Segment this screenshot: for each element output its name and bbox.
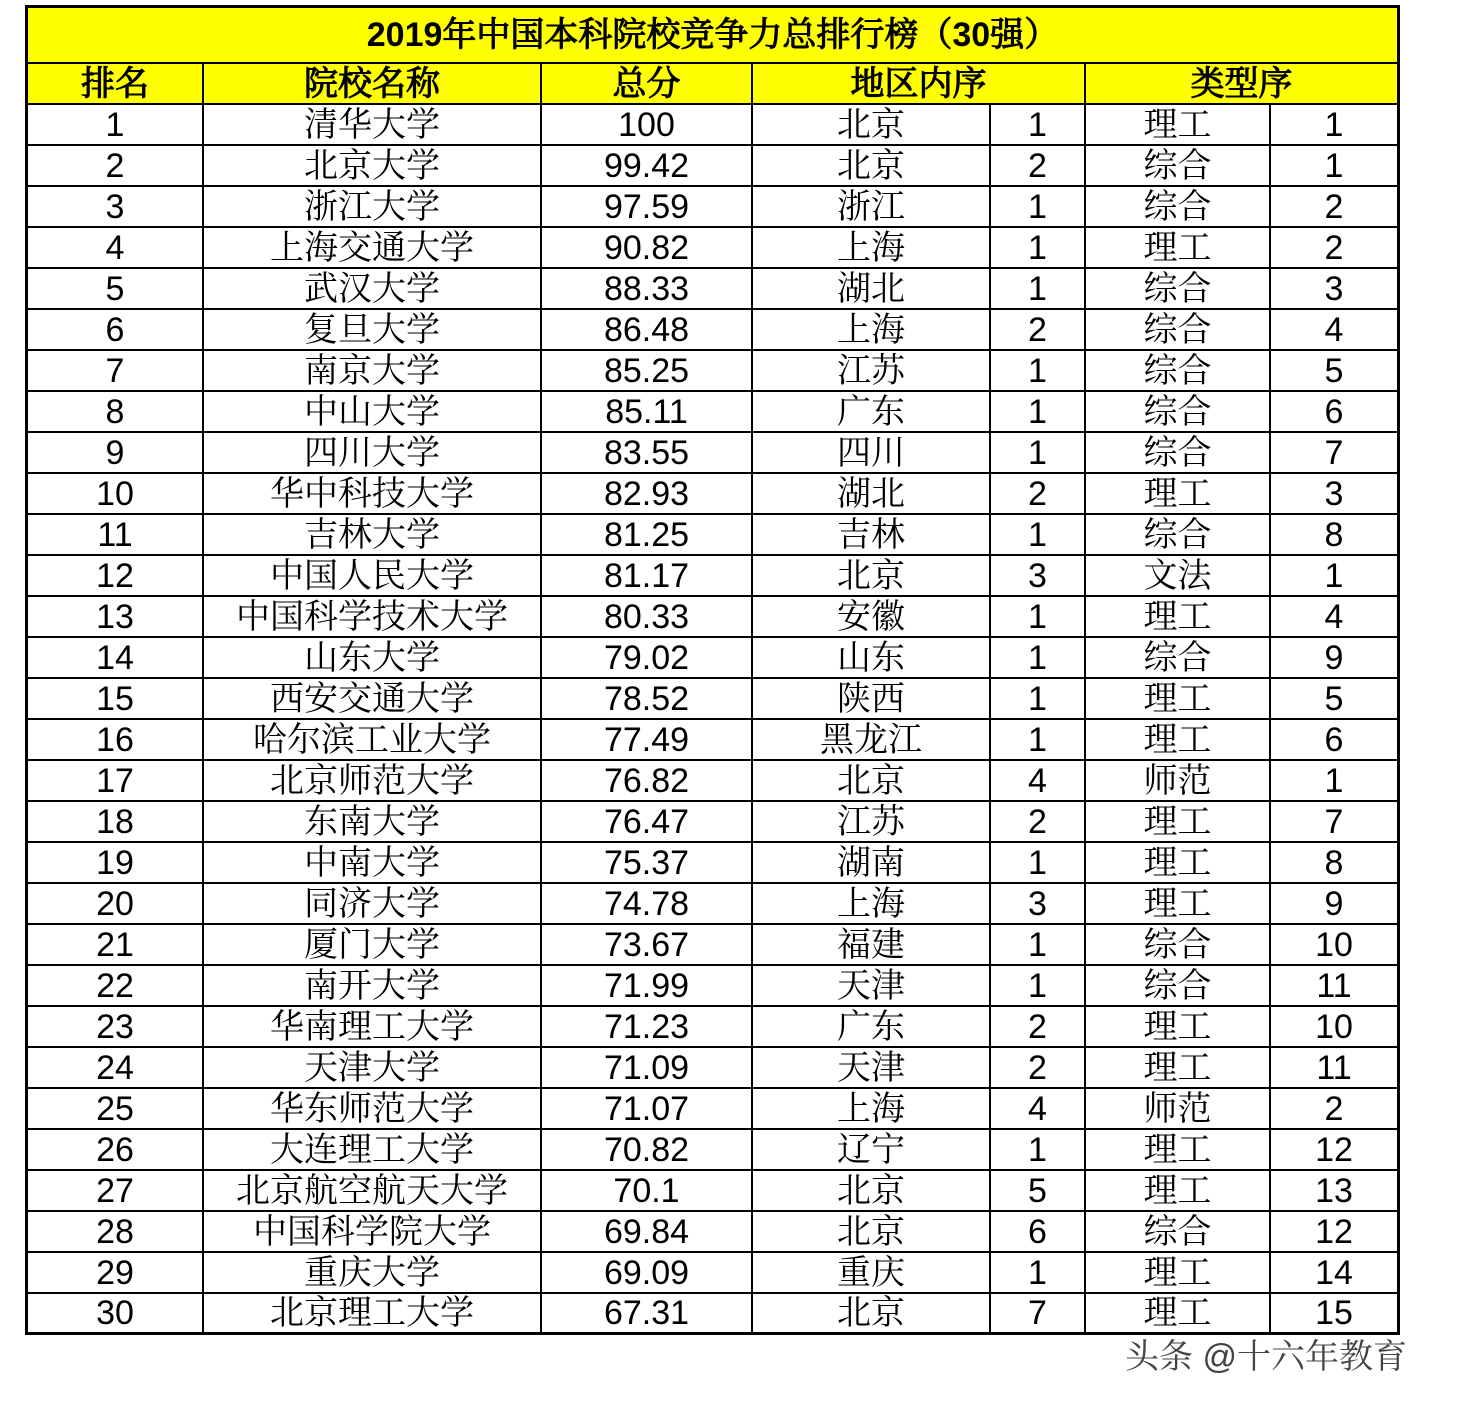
score-cell: 70.82 — [542, 1130, 753, 1171]
type-cell: 综合 — [1086, 1212, 1271, 1253]
school-name-cell: 中国人民大学 — [204, 556, 542, 597]
score-cell: 90.82 — [542, 228, 753, 269]
type-cell: 综合 — [1086, 187, 1271, 228]
region-cell: 陕西 — [753, 679, 991, 720]
type-cell: 综合 — [1086, 351, 1271, 392]
score-cell: 99.42 — [542, 146, 753, 187]
rank-cell: 11 — [28, 515, 204, 556]
rank-cell: 30 — [28, 1294, 204, 1335]
school-name-cell: 北京理工大学 — [204, 1294, 542, 1335]
type-cell: 理工 — [1086, 802, 1271, 843]
region-cell: 北京 — [753, 556, 991, 597]
score-cell: 71.99 — [542, 966, 753, 1007]
rank-cell: 10 — [28, 474, 204, 515]
type-cell: 综合 — [1086, 146, 1271, 187]
score-cell: 71.09 — [542, 1048, 753, 1089]
region-cell: 福建 — [753, 925, 991, 966]
region-rank-cell: 1 — [991, 1130, 1086, 1171]
type-rank-cell: 11 — [1271, 966, 1400, 1007]
school-name-cell: 东南大学 — [204, 802, 542, 843]
type-rank-cell: 8 — [1271, 515, 1400, 556]
rank-cell: 22 — [28, 966, 204, 1007]
region-cell: 北京 — [753, 1171, 991, 1212]
type-cell: 理工 — [1086, 1130, 1271, 1171]
type-cell: 综合 — [1086, 966, 1271, 1007]
region-rank-cell: 1 — [991, 105, 1086, 146]
type-rank-cell: 15 — [1271, 1294, 1400, 1335]
region-rank-cell: 4 — [991, 1089, 1086, 1130]
type-cell: 综合 — [1086, 638, 1271, 679]
region-rank-cell: 1 — [991, 966, 1086, 1007]
score-cell: 80.33 — [542, 597, 753, 638]
school-name-cell: 大连理工大学 — [204, 1130, 542, 1171]
score-cell: 79.02 — [542, 638, 753, 679]
school-name-cell: 天津大学 — [204, 1048, 542, 1089]
region-rank-cell: 3 — [991, 556, 1086, 597]
score-cell: 88.33 — [542, 269, 753, 310]
school-name-cell: 中国科学院大学 — [204, 1212, 542, 1253]
school-name-cell: 吉林大学 — [204, 515, 542, 556]
region-cell: 江苏 — [753, 351, 991, 392]
type-rank-cell: 1 — [1271, 105, 1400, 146]
type-rank-cell: 10 — [1271, 925, 1400, 966]
score-cell: 82.93 — [542, 474, 753, 515]
rank-cell: 27 — [28, 1171, 204, 1212]
region-cell: 江苏 — [753, 802, 991, 843]
region-cell: 广东 — [753, 1007, 991, 1048]
score-cell: 86.48 — [542, 310, 753, 351]
type-rank-cell: 7 — [1271, 433, 1400, 474]
type-rank-cell: 2 — [1271, 187, 1400, 228]
score-cell: 73.67 — [542, 925, 753, 966]
region-rank-cell: 1 — [991, 515, 1086, 556]
rank-cell: 23 — [28, 1007, 204, 1048]
region-rank-cell: 1 — [991, 679, 1086, 720]
rank-cell: 20 — [28, 884, 204, 925]
type-cell: 理工 — [1086, 843, 1271, 884]
type-cell: 综合 — [1086, 515, 1271, 556]
type-rank-cell: 9 — [1271, 638, 1400, 679]
rank-cell: 14 — [28, 638, 204, 679]
school-name-cell: 上海交通大学 — [204, 228, 542, 269]
school-name-cell: 华东师范大学 — [204, 1089, 542, 1130]
header-school-name: 院校名称 — [204, 64, 542, 105]
header-type-order: 类型序 — [1086, 64, 1400, 105]
ranking-table — [25, 5, 1400, 1335]
type-rank-cell: 12 — [1271, 1212, 1400, 1253]
type-rank-cell: 2 — [1271, 228, 1400, 269]
region-cell: 安徽 — [753, 597, 991, 638]
rank-cell: 9 — [28, 433, 204, 474]
school-name-cell: 中山大学 — [204, 392, 542, 433]
rank-cell: 29 — [28, 1253, 204, 1294]
region-cell: 上海 — [753, 884, 991, 925]
type-rank-cell: 4 — [1271, 310, 1400, 351]
school-name-cell: 武汉大学 — [204, 269, 542, 310]
watermark: 头条 @十六年教育 — [1125, 1338, 1407, 1376]
score-cell: 97.59 — [542, 187, 753, 228]
type-rank-cell: 11 — [1271, 1048, 1400, 1089]
type-rank-cell: 1 — [1271, 761, 1400, 802]
region-rank-cell: 2 — [991, 1007, 1086, 1048]
region-rank-cell: 1 — [991, 925, 1086, 966]
rank-cell: 19 — [28, 843, 204, 884]
rank-cell: 8 — [28, 392, 204, 433]
region-cell: 上海 — [753, 310, 991, 351]
region-cell: 北京 — [753, 146, 991, 187]
region-cell: 湖北 — [753, 269, 991, 310]
rank-cell: 1 — [28, 105, 204, 146]
school-name-cell: 复旦大学 — [204, 310, 542, 351]
type-cell: 理工 — [1086, 474, 1271, 515]
school-name-cell: 北京师范大学 — [204, 761, 542, 802]
score-cell: 69.84 — [542, 1212, 753, 1253]
school-name-cell: 南开大学 — [204, 966, 542, 1007]
school-name-cell: 华南理工大学 — [204, 1007, 542, 1048]
rank-cell: 16 — [28, 720, 204, 761]
region-rank-cell: 1 — [991, 269, 1086, 310]
school-name-cell: 北京航空航天大学 — [204, 1171, 542, 1212]
type-cell: 理工 — [1086, 597, 1271, 638]
school-name-cell: 哈尔滨工业大学 — [204, 720, 542, 761]
score-cell: 69.09 — [542, 1253, 753, 1294]
header-rank: 排名 — [28, 64, 204, 105]
table-title: 2019年中国本科院校竞争力总排行榜（30强） — [28, 8, 1400, 64]
type-cell: 综合 — [1086, 269, 1271, 310]
region-rank-cell: 1 — [991, 392, 1086, 433]
type-cell: 综合 — [1086, 925, 1271, 966]
region-rank-cell: 1 — [991, 638, 1086, 679]
score-cell: 85.11 — [542, 392, 753, 433]
type-cell: 师范 — [1086, 1089, 1271, 1130]
rank-cell: 21 — [28, 925, 204, 966]
type-cell: 理工 — [1086, 884, 1271, 925]
region-rank-cell: 1 — [991, 187, 1086, 228]
rank-cell: 17 — [28, 761, 204, 802]
type-cell: 理工 — [1086, 1253, 1271, 1294]
region-cell: 四川 — [753, 433, 991, 474]
school-name-cell: 厦门大学 — [204, 925, 542, 966]
region-rank-cell: 1 — [991, 720, 1086, 761]
region-rank-cell: 1 — [991, 351, 1086, 392]
type-rank-cell: 1 — [1271, 556, 1400, 597]
score-cell: 71.07 — [542, 1089, 753, 1130]
type-rank-cell: 5 — [1271, 679, 1400, 720]
type-rank-cell: 10 — [1271, 1007, 1400, 1048]
score-cell: 81.25 — [542, 515, 753, 556]
rank-cell: 5 — [28, 269, 204, 310]
school-name-cell: 中南大学 — [204, 843, 542, 884]
rank-cell: 7 — [28, 351, 204, 392]
region-rank-cell: 5 — [991, 1171, 1086, 1212]
school-name-cell: 南京大学 — [204, 351, 542, 392]
region-rank-cell: 2 — [991, 310, 1086, 351]
school-name-cell: 重庆大学 — [204, 1253, 542, 1294]
type-cell: 理工 — [1086, 1048, 1271, 1089]
region-rank-cell: 1 — [991, 1253, 1086, 1294]
score-cell: 74.78 — [542, 884, 753, 925]
type-rank-cell: 2 — [1271, 1089, 1400, 1130]
type-cell: 综合 — [1086, 310, 1271, 351]
score-cell: 78.52 — [542, 679, 753, 720]
school-name-cell: 西安交通大学 — [204, 679, 542, 720]
region-rank-cell: 2 — [991, 1048, 1086, 1089]
type-rank-cell: 6 — [1271, 720, 1400, 761]
region-cell: 天津 — [753, 966, 991, 1007]
type-cell: 理工 — [1086, 105, 1271, 146]
region-rank-cell: 6 — [991, 1212, 1086, 1253]
region-rank-cell: 7 — [991, 1294, 1086, 1335]
region-rank-cell: 2 — [991, 474, 1086, 515]
type-rank-cell: 4 — [1271, 597, 1400, 638]
type-rank-cell: 9 — [1271, 884, 1400, 925]
type-cell: 综合 — [1086, 392, 1271, 433]
region-cell: 吉林 — [753, 515, 991, 556]
rank-cell: 18 — [28, 802, 204, 843]
score-cell: 83.55 — [542, 433, 753, 474]
header-region-order: 地区内序 — [753, 64, 1086, 105]
type-rank-cell: 12 — [1271, 1130, 1400, 1171]
score-cell: 77.49 — [542, 720, 753, 761]
score-cell: 70.1 — [542, 1171, 753, 1212]
type-rank-cell: 5 — [1271, 351, 1400, 392]
score-cell: 76.47 — [542, 802, 753, 843]
type-cell: 理工 — [1086, 228, 1271, 269]
region-cell: 上海 — [753, 1089, 991, 1130]
rank-cell: 26 — [28, 1130, 204, 1171]
type-rank-cell: 1 — [1271, 146, 1400, 187]
type-rank-cell: 3 — [1271, 474, 1400, 515]
score-cell: 85.25 — [542, 351, 753, 392]
score-cell: 67.31 — [542, 1294, 753, 1335]
region-cell: 北京 — [753, 1294, 991, 1335]
rank-cell: 12 — [28, 556, 204, 597]
region-rank-cell: 1 — [991, 843, 1086, 884]
region-cell: 北京 — [753, 1212, 991, 1253]
rank-cell: 13 — [28, 597, 204, 638]
region-cell: 浙江 — [753, 187, 991, 228]
rank-cell: 6 — [28, 310, 204, 351]
score-cell: 76.82 — [542, 761, 753, 802]
region-cell: 湖北 — [753, 474, 991, 515]
type-cell: 理工 — [1086, 1171, 1271, 1212]
score-cell: 75.37 — [542, 843, 753, 884]
region-cell: 上海 — [753, 228, 991, 269]
header-score: 总分 — [542, 64, 753, 105]
rank-cell: 15 — [28, 679, 204, 720]
region-cell: 辽宁 — [753, 1130, 991, 1171]
type-cell: 综合 — [1086, 433, 1271, 474]
school-name-cell: 华中科技大学 — [204, 474, 542, 515]
school-name-cell: 中国科学技术大学 — [204, 597, 542, 638]
type-cell: 文法 — [1086, 556, 1271, 597]
type-rank-cell: 8 — [1271, 843, 1400, 884]
region-rank-cell: 1 — [991, 597, 1086, 638]
region-rank-cell: 1 — [991, 228, 1086, 269]
region-cell: 黑龙江 — [753, 720, 991, 761]
school-name-cell: 同济大学 — [204, 884, 542, 925]
type-rank-cell: 14 — [1271, 1253, 1400, 1294]
rank-cell: 25 — [28, 1089, 204, 1130]
region-cell: 湖南 — [753, 843, 991, 884]
region-rank-cell: 4 — [991, 761, 1086, 802]
rank-cell: 24 — [28, 1048, 204, 1089]
region-cell: 广东 — [753, 392, 991, 433]
school-name-cell: 浙江大学 — [204, 187, 542, 228]
region-cell: 山东 — [753, 638, 991, 679]
type-cell: 理工 — [1086, 679, 1271, 720]
score-cell: 71.23 — [542, 1007, 753, 1048]
school-name-cell: 山东大学 — [204, 638, 542, 679]
region-cell: 北京 — [753, 761, 991, 802]
region-cell: 天津 — [753, 1048, 991, 1089]
region-rank-cell: 2 — [991, 802, 1086, 843]
score-cell: 81.17 — [542, 556, 753, 597]
region-rank-cell: 1 — [991, 433, 1086, 474]
region-rank-cell: 3 — [991, 884, 1086, 925]
region-cell: 北京 — [753, 105, 991, 146]
type-rank-cell: 3 — [1271, 269, 1400, 310]
rank-cell: 3 — [28, 187, 204, 228]
type-cell: 理工 — [1086, 1007, 1271, 1048]
rank-cell: 4 — [28, 228, 204, 269]
score-cell: 100 — [542, 105, 753, 146]
type-rank-cell: 6 — [1271, 392, 1400, 433]
type-rank-cell: 7 — [1271, 802, 1400, 843]
region-rank-cell: 2 — [991, 146, 1086, 187]
rank-cell: 28 — [28, 1212, 204, 1253]
type-cell: 师范 — [1086, 761, 1271, 802]
school-name-cell: 清华大学 — [204, 105, 542, 146]
region-cell: 重庆 — [753, 1253, 991, 1294]
type-cell: 理工 — [1086, 720, 1271, 761]
school-name-cell: 北京大学 — [204, 146, 542, 187]
type-cell: 理工 — [1086, 1294, 1271, 1335]
rank-cell: 2 — [28, 146, 204, 187]
type-rank-cell: 13 — [1271, 1171, 1400, 1212]
school-name-cell: 四川大学 — [204, 433, 542, 474]
